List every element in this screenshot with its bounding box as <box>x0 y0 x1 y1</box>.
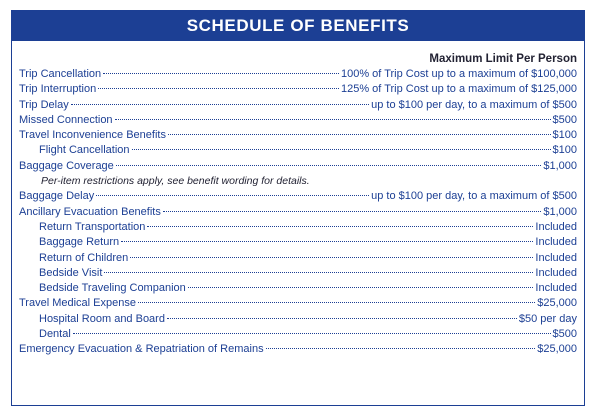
benefit-row-missed-connection <box>19 114 577 129</box>
benefit-label: Baggage Coverage <box>19 159 114 172</box>
benefit-rows <box>19 68 577 359</box>
benefits-table <box>11 10 585 406</box>
dot-leader <box>116 165 542 166</box>
dot-leader <box>188 287 534 288</box>
benefit-row-hospital-room <box>19 313 577 328</box>
benefit-value: $500 <box>552 113 577 126</box>
dot-leader <box>73 333 551 334</box>
benefit-value: $1,000 <box>543 159 577 172</box>
benefit-value: $25,000 <box>537 343 577 356</box>
benefit-row-travel-inconvenience <box>19 129 577 144</box>
benefit-label: Trip Cancellation <box>19 68 102 80</box>
dot-leader <box>168 134 551 135</box>
benefit-label: Ancillary Evacuation Benefits <box>19 205 161 218</box>
benefit-value: Included <box>535 236 577 249</box>
benefit-label: Trip Delay <box>19 98 69 111</box>
column-header-maximum-limit: Maximum Limit Per Person <box>429 53 577 65</box>
benefit-label: Baggage Return <box>39 236 120 249</box>
benefit-label: Missed Connection <box>19 113 113 126</box>
benefit-label: Trip Interruption <box>19 83 97 96</box>
benefit-label: Dental <box>39 328 71 341</box>
benefit-value: $50 per day <box>518 312 577 325</box>
benefit-label: Flight Cancellation <box>39 144 130 157</box>
dot-leader <box>104 272 533 273</box>
benefit-value: up to $100 per day, to a maximum of $500 <box>371 98 577 111</box>
benefit-value: $500 <box>552 328 577 341</box>
benefit-row-return-transportation <box>19 221 577 236</box>
benefit-row-baggage-return <box>19 236 577 251</box>
benefit-value: Included <box>535 282 577 295</box>
benefit-row-trip-interruption <box>19 83 577 98</box>
schedule-title: SCHEDULE OF BENEFITS <box>12 11 584 41</box>
benefit-value: up to $100 per day, to a maximum of $500 <box>371 190 577 203</box>
benefit-label: Travel Medical Expense <box>19 297 136 310</box>
benefit-label: Return Transportation <box>39 220 146 233</box>
benefit-row-dental <box>19 328 577 343</box>
benefit-row-baggage-delay <box>19 190 577 205</box>
benefit-value: Included <box>535 220 577 233</box>
dot-leader <box>132 149 551 150</box>
benefit-label: Emergency Evacuation & Repatriation of Remains <box>19 343 264 356</box>
benefit-row-bedside-visit <box>19 267 577 282</box>
benefit-value: 100% of Trip Cost up to a maximum of $100,000 <box>340 68 577 80</box>
dot-leader <box>103 73 339 74</box>
benefit-label: Hospital Room and Board <box>39 312 165 325</box>
benefit-row-bedside-companion <box>19 282 577 297</box>
dot-leader <box>115 119 551 120</box>
benefit-label: Return of Children <box>39 251 129 264</box>
dot-leader <box>130 257 533 258</box>
dot-leader <box>71 104 369 105</box>
dot-leader <box>138 302 535 303</box>
benefit-row-flight-cancellation <box>19 144 577 159</box>
benefit-row-return-of-children <box>19 252 577 267</box>
benefit-value: $25,000 <box>537 297 577 310</box>
benefit-row-travel-medical <box>19 297 577 312</box>
benefit-label: Bedside Traveling Companion <box>39 282 186 295</box>
benefit-row-trip-delay <box>19 99 577 114</box>
benefit-value: Included <box>535 266 577 279</box>
dot-leader <box>96 195 369 196</box>
baggage-restriction-note: Per-item restrictions apply, see benefit wording for details. <box>41 175 310 188</box>
dot-leader <box>147 226 533 227</box>
benefit-label: Baggage Delay <box>19 190 95 203</box>
dot-leader <box>121 241 533 242</box>
benefit-value: 125% of Trip Cost up to a maximum of $125,000 <box>340 83 577 96</box>
benefit-value: $100 <box>552 129 577 142</box>
benefit-label: Travel Inconvenience Benefits <box>19 129 166 142</box>
dot-leader <box>266 348 536 349</box>
benefit-value: $1,000 <box>543 205 577 218</box>
benefit-value: $100 <box>552 144 577 157</box>
dot-leader <box>167 318 517 319</box>
benefit-label: Bedside Visit <box>39 266 103 279</box>
dot-leader <box>163 211 541 212</box>
benefit-row-emergency-evacuation <box>19 343 577 358</box>
benefit-value: Included <box>535 251 577 264</box>
benefit-row-ancillary-evacuation <box>19 206 577 221</box>
benefit-row-trip-cancellation <box>19 68 577 83</box>
benefit-row-baggage-coverage <box>19 160 577 175</box>
dot-leader <box>98 88 339 89</box>
